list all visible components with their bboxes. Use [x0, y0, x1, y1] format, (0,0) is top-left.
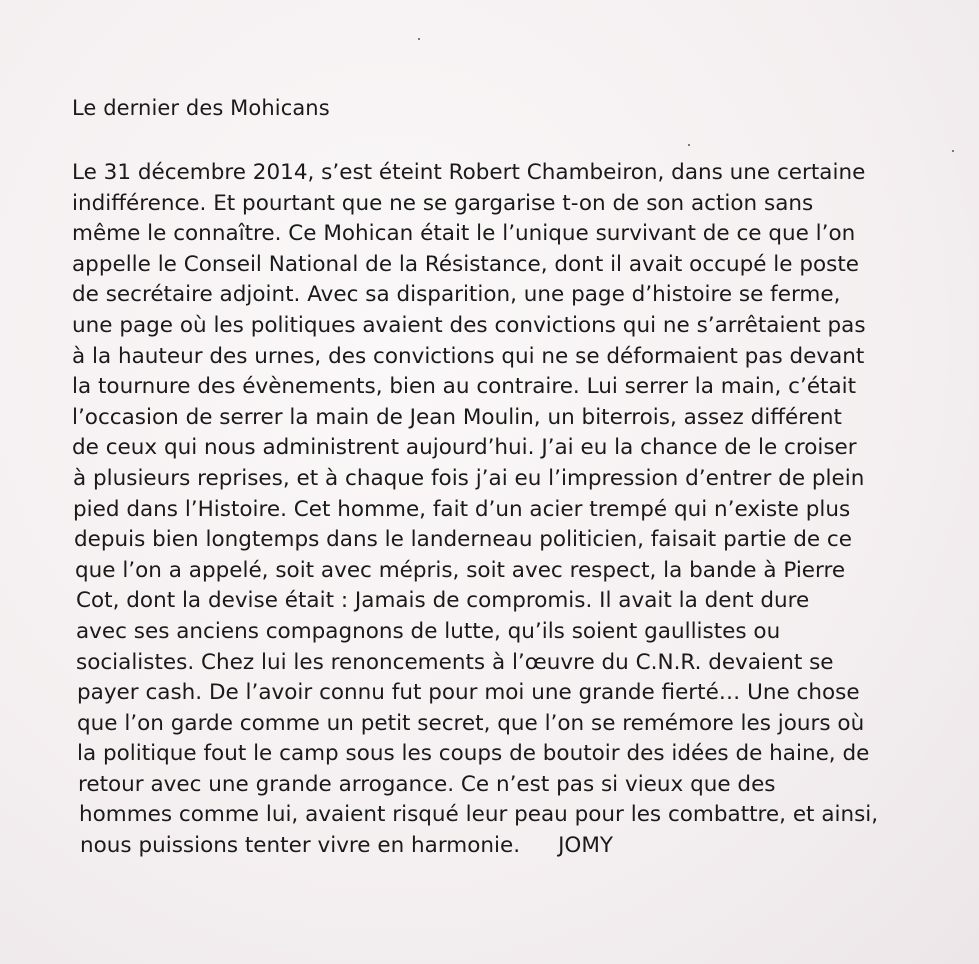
- text-line: à plusieurs reprises, et à chaque fois j’ai eu l’impression d’entrer de plein: [73, 465, 865, 491]
- text-line-last: [80, 831, 932, 862]
- text-line: Le 31 décembre 2014, s’est éteint Robert Chambeiron, dans une certaine: [72, 160, 866, 185]
- text-line: la tournure des évènements, bien au contraire. Lui serrer la main, c’était: [72, 374, 857, 400]
- text-line: une page où les politiques avaient des convictions qui ne s’arrêtaient pas: [72, 312, 866, 338]
- text-line: depuis bien longtemps dans le landerneau politicien, faisait partie de ce: [74, 527, 852, 553]
- paper-speck: [688, 144, 690, 146]
- text-line: que l’on a appelé, soit avec mépris, soit avec respect, la bande à Pierre: [75, 557, 846, 583]
- paper-speck: [952, 150, 954, 152]
- text-line: payer cash. De l’avoir connu fut pour moi une grande fierté… Une chose: [77, 680, 860, 706]
- text-line: retour avec une grande arrogance. Ce n’est pas si vieux que des: [78, 771, 776, 797]
- text-line: avec ses anciens compagnons de lutte, qu’ils soient gaullistes ou: [76, 618, 781, 644]
- text-line: indifférence. Et pourtant que ne se gargarise t-on de son action sans: [72, 190, 814, 216]
- text-line: Cot, dont la devise était : Jamais de compromis. Il avait la dent dure: [76, 588, 810, 614]
- text-line: que l’on garde comme un petit secret, que l’on se remémore les jours où: [77, 710, 865, 736]
- paper-speck: [418, 38, 420, 40]
- text-line: la politique fout le camp sous les coups de boutoir des idées de haine, de: [77, 741, 870, 767]
- document-body: [72, 158, 932, 862]
- signature: JOMY: [558, 833, 614, 859]
- text-line: hommes comme lui, avaient risqué leur peau pour les combattre, et ainsi,: [79, 802, 879, 828]
- text-line: appelle le Conseil National de la Résistance, dont il avait occupé le poste: [72, 251, 859, 277]
- text-line: de ceux qui nous administrent aujourd’hui. J’ai eu la chance de le croiser: [72, 435, 857, 461]
- text-line: de secrétaire adjoint. Avec sa disparition, une page d’histoire se ferme,: [72, 282, 841, 308]
- closing-text: nous puissions tenter vivre en harmonie.: [80, 833, 521, 859]
- text-line: pied dans l’Histoire. Cet homme, fait d’un acier trempé qui n’existe plus: [73, 496, 851, 522]
- text-line: l’occasion de serrer la main de Jean Moulin, un biterrois, assez différent: [72, 404, 842, 430]
- text-line: socialistes. Chez lui les renoncements à l’œuvre du C.N.R. devaient se: [76, 649, 834, 675]
- text-line: à la hauteur des urnes, des convictions qui ne se déformaient pas devant: [72, 343, 865, 369]
- text-line: même le connaître. Ce Mohican était le l’unique survivant de ce que l’on: [72, 221, 856, 247]
- document-title: Le dernier des Mohicans: [72, 96, 330, 120]
